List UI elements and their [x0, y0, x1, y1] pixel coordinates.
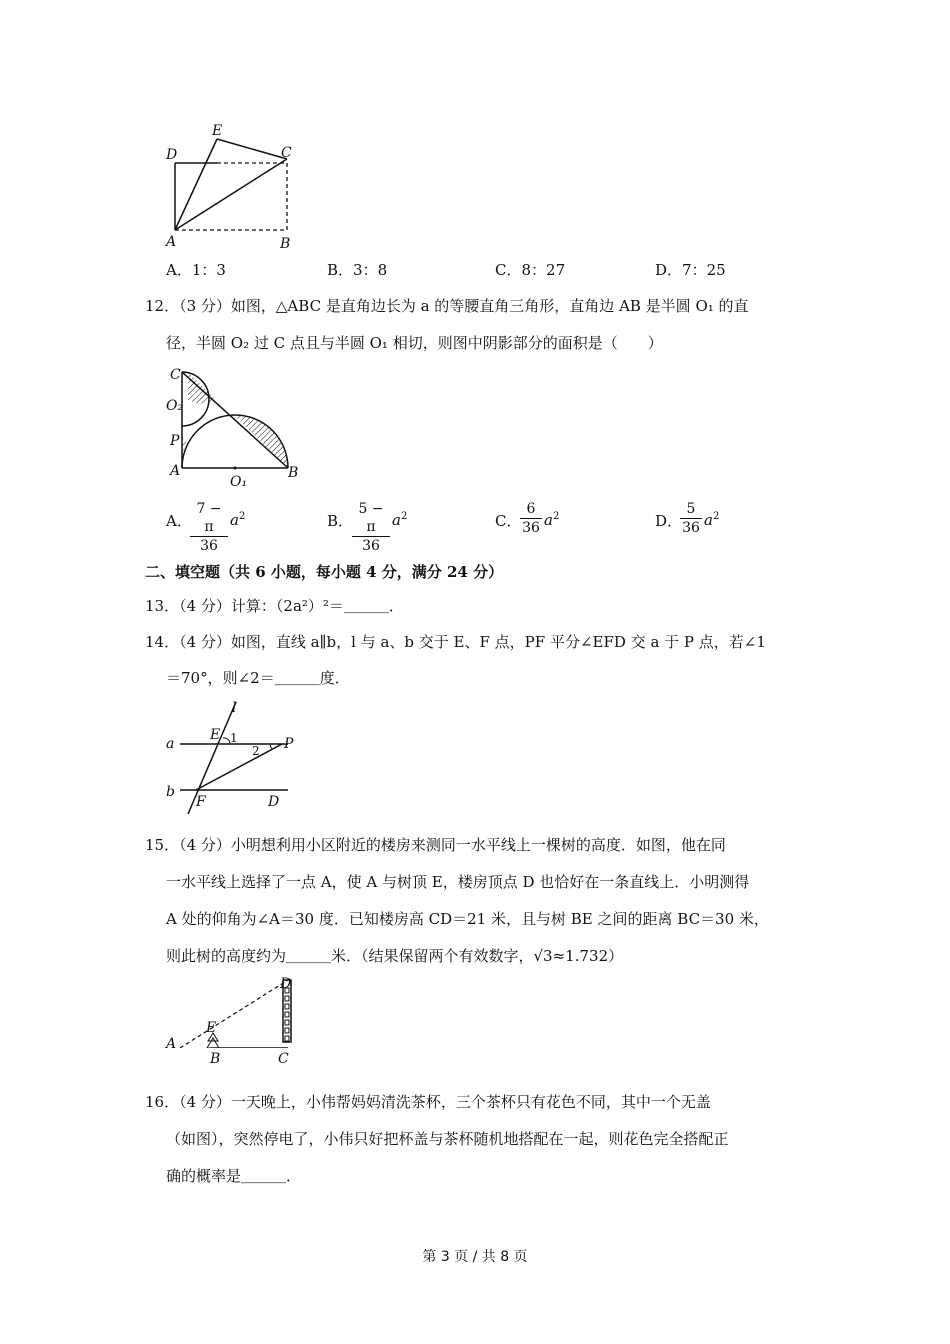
q14-label-a: a	[166, 736, 175, 752]
q11-label-b: B	[280, 236, 291, 252]
q12-option-d-letter: D．	[655, 512, 683, 530]
q12-line-1: 12．（3 分）如图，△ABC 是直角边长为 a 的等腰直角三角形，直角边 AB 是半圆 O₁ 的直	[145, 297, 749, 315]
page-footer: 第 3 页 / 共 8 页	[422, 1249, 528, 1265]
q12-label-b: B	[288, 465, 299, 481]
q12-option-a-num: 7 − π	[190, 500, 228, 537]
q12-option-d-exp: 2	[712, 511, 720, 522]
q12-option-c-num: 6	[520, 500, 542, 519]
q12-option-d-den: 36	[682, 520, 700, 536]
q11-option-c: C．8：27	[495, 261, 566, 279]
q11-label-d: D	[166, 147, 178, 163]
q14-label-2: 2	[252, 744, 260, 758]
q12-label-o2: O₂	[166, 398, 184, 414]
q14-line-2: ＝70°，则∠2＝＿＿＿度．	[166, 669, 350, 687]
q15-line-2: 一水平线上选择了一点 A，使 A 与树顶 E，楼房顶点 D 也恰好在一条直线上．小明测得	[166, 873, 750, 891]
q12-option-b-letter: B．	[327, 512, 354, 530]
q12-option-a-letter: A．	[166, 512, 192, 530]
q12-option-b-tail	[392, 511, 407, 529]
q11-label-c: C	[281, 145, 292, 161]
q16-line-2: （如图），突然停电了，小伟只好把杯盖与茶杯随机地搭配在一起，则花色完全搭配正	[166, 1130, 729, 1148]
q12-option-d-var: a	[704, 511, 713, 529]
q11-figure	[160, 118, 310, 253]
q13-text: 13．（4 分）计算：（2a²）²＝＿＿＿．	[145, 597, 404, 615]
q14-line-1: 14．（4 分）如图，直线 a∥b，l 与 a、b 交于 E、F 点，PF 平分∠EFD 交 a 于 P 点，若∠1	[145, 633, 766, 651]
q14-label-b: b	[166, 784, 175, 800]
q12-option-a-tail	[230, 511, 245, 529]
q12-option-b-den: 36	[362, 538, 380, 554]
q12-option-c-frac	[520, 500, 542, 537]
q11-label-e: E	[212, 123, 223, 139]
q15-label-c: C	[278, 1051, 289, 1067]
q14-label-d: D	[268, 794, 280, 810]
q14-label-1: 1	[230, 731, 238, 745]
q12-option-d-tail	[704, 511, 719, 529]
q12-option-c-exp: 2	[552, 511, 560, 522]
q12-option-c-letter: C．	[495, 512, 522, 530]
q12-label-c: C	[170, 367, 181, 383]
q15-label-b: B	[210, 1051, 221, 1067]
q12-option-a-frac	[190, 500, 228, 555]
q12-option-b-var: a	[392, 511, 401, 529]
q11-option-a: A．1：3	[166, 261, 226, 279]
q12-option-b-num: 5 − π	[352, 500, 390, 537]
q11-label-a: A	[166, 234, 177, 250]
q11-option-b: B．3：8	[327, 261, 388, 279]
q12-option-c-tail	[544, 511, 559, 529]
q14-label-p: P	[284, 736, 294, 752]
q14-figure	[160, 698, 310, 818]
q12-option-c-var: a	[544, 511, 553, 529]
q12-label-a: A	[170, 463, 181, 479]
q12-label-p: P	[170, 433, 180, 449]
q14-label-e: E	[210, 727, 221, 743]
q12-line-2: 径，半圆 O₂ 过 C 点且与半圆 O₁ 相切，则图中阴影部分的面积是（ ）	[166, 334, 663, 352]
q15-figure	[160, 976, 310, 1048]
q12-option-c-den: 36	[522, 520, 540, 536]
q12-option-a-exp: 2	[238, 511, 246, 522]
q12-option-d-frac	[680, 500, 702, 537]
q12-option-a-var: a	[230, 511, 239, 529]
q15-line-1: 15．（4 分）小明想利用小区附近的楼房来测同一水平线上一棵树的高度．如图，他在同	[145, 836, 726, 854]
q15-label-a: A	[166, 1036, 177, 1048]
q15-line-4: 则此树的高度约为＿＿＿米．（结果保留两个有效数字，√3≈1.732）	[166, 947, 624, 965]
q14-label-l: l	[232, 700, 237, 716]
q15-label-d: D	[280, 976, 292, 992]
q16-line-3: 确的概率是＿＿＿．	[166, 1167, 302, 1185]
q16-line-1: 16．（4 分）一天晚上，小伟帮妈妈清洗茶杯，三个茶杯只有花色不同，其中一个无盖	[145, 1093, 711, 1111]
q14-label-f: F	[196, 794, 206, 810]
q15-label-e: E	[206, 1020, 217, 1036]
section-2-title: 二、填空题（共 6 小题，每小题 4 分，满分 24 分）	[145, 563, 504, 581]
q15-figure-bottom-labels	[160, 1048, 310, 1068]
q12-option-b-exp: 2	[400, 511, 408, 522]
q12-option-a-den: 36	[200, 538, 218, 554]
q12-option-d-num: 5	[680, 500, 702, 519]
q12-figure	[160, 360, 310, 490]
q12-option-b-frac	[352, 500, 390, 555]
q12-label-o1: O₁	[230, 474, 248, 490]
q11-option-d: D．7：25	[655, 261, 726, 279]
q15-line-3: A 处的仰角为∠A＝30 度．已知楼房高 CD＝21 米，且与树 BE 之间的距离 BC＝30 米，	[166, 910, 769, 928]
